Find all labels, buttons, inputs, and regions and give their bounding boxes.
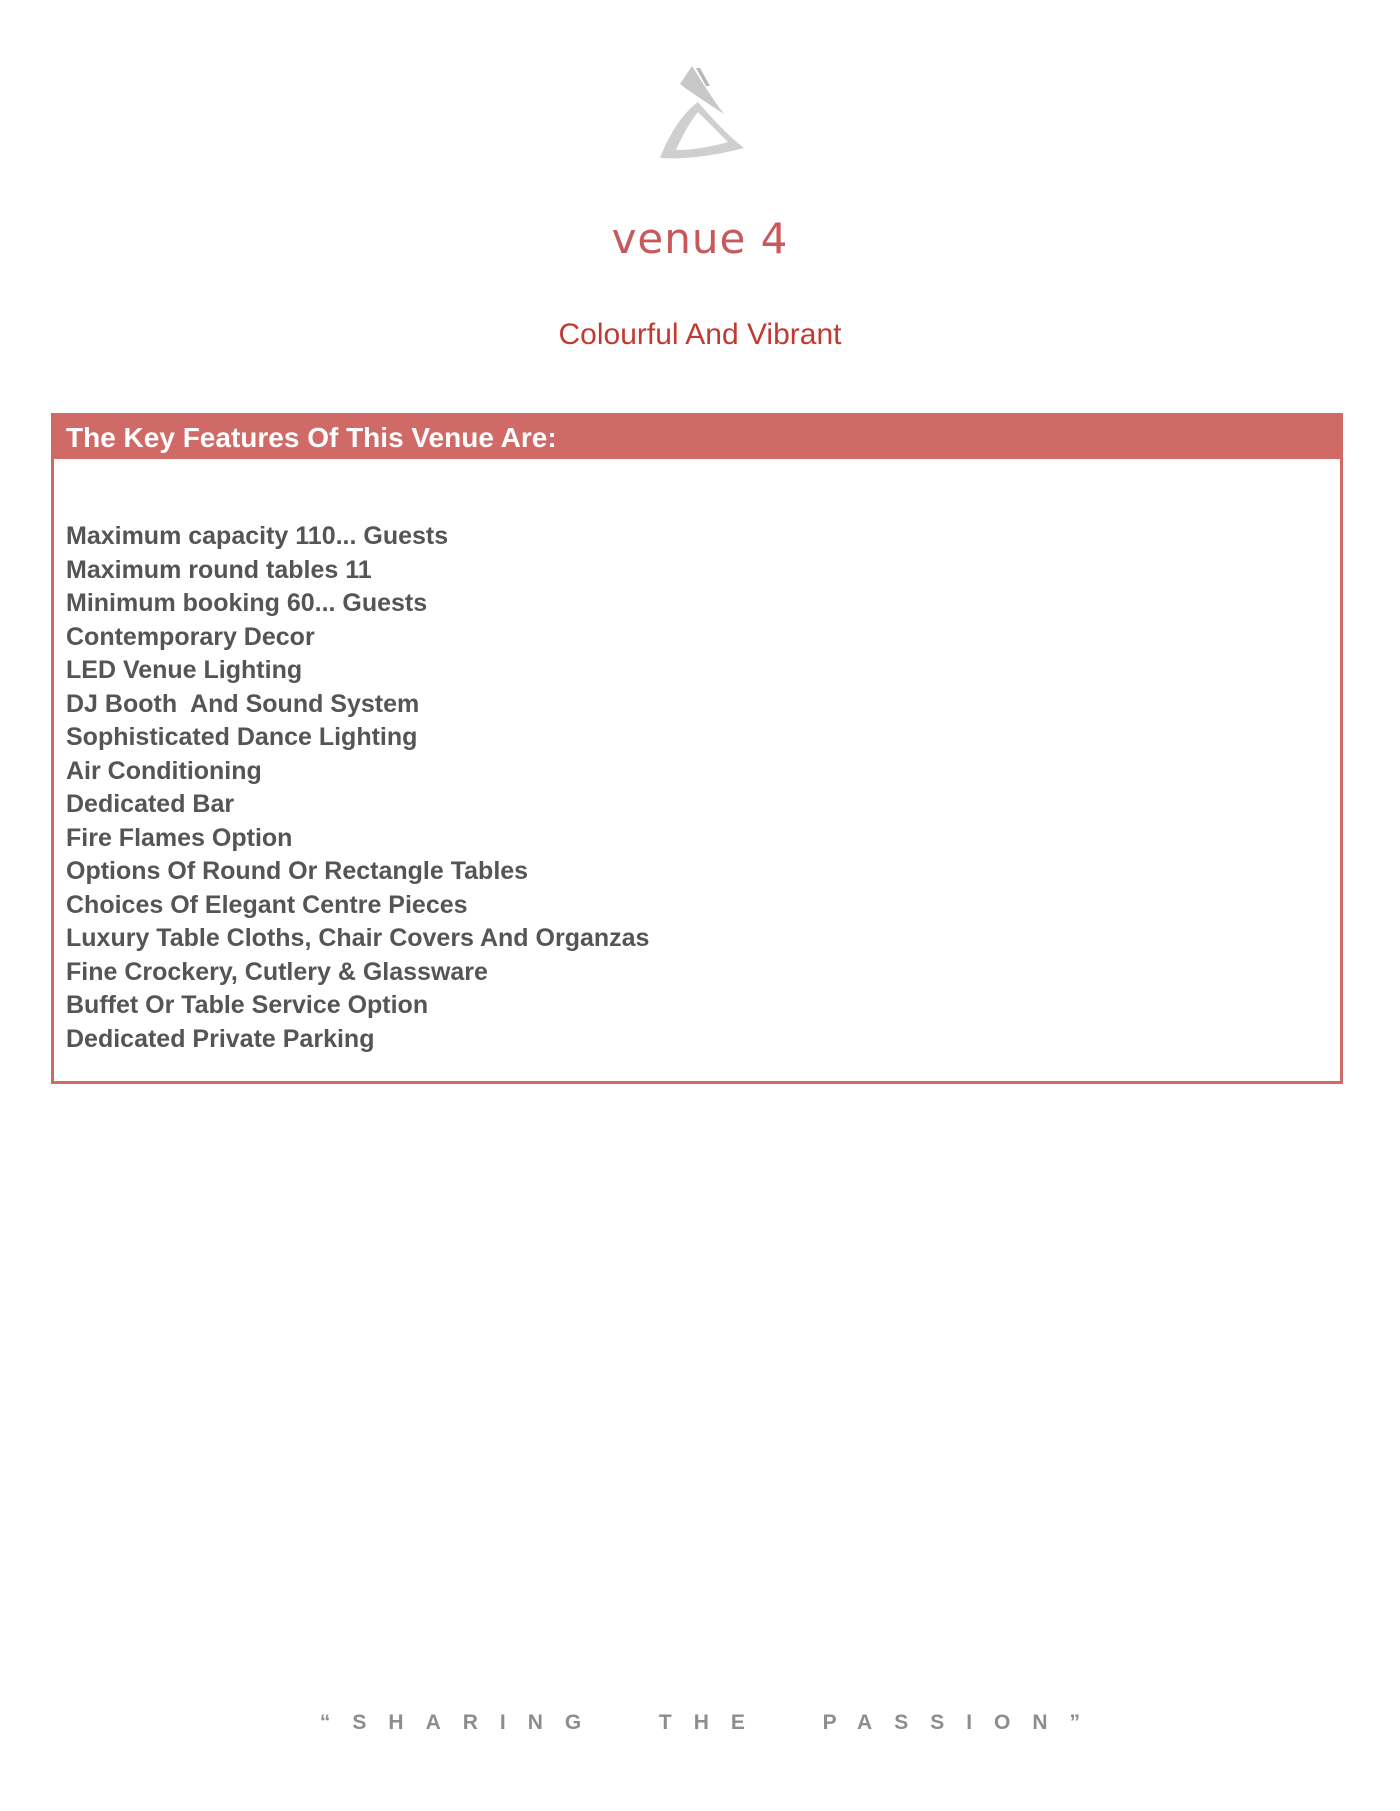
- feature-item: Fine Crockery, Cutlery & Glassware: [66, 957, 488, 986]
- feature-item: Minimum booking 60... Guests: [66, 589, 428, 617]
- features-heading: The Key Features Of This Venue Are:: [54, 416, 1340, 459]
- venue-subtitle: Colourful And Vibrant: [558, 318, 842, 351]
- features-panel: [51, 413, 1343, 1084]
- footer-tagline: “SHARING THE PASSION”: [319, 1711, 1103, 1734]
- feature-item: Options Of Round Or Rectangle Tables: [66, 857, 529, 885]
- feature-item: Buffet Or Table Service Option: [66, 991, 429, 1019]
- feature-item: DJ Booth And Sound System: [66, 689, 420, 718]
- venue-title: venue 4: [611, 214, 789, 263]
- feature-item: Sophisticated Dance Lighting: [66, 723, 418, 751]
- feature-item: Dedicated Bar: [66, 790, 235, 818]
- feature-item: Fire Flames Option: [66, 823, 293, 852]
- features-list: [66, 520, 649, 1056]
- feature-item: Dedicated Private Parking: [66, 1024, 375, 1053]
- feature-item: Maximum capacity 110... Guests: [66, 522, 449, 550]
- feature-item: Luxury Table Cloths, Chair Covers And Organzas: [66, 924, 650, 952]
- feature-item: Maximum round tables 11: [66, 555, 372, 584]
- feature-item: Choices Of Elegant Centre Pieces: [66, 890, 468, 919]
- logo-icon: [640, 62, 750, 172]
- feature-item: Air Conditioning: [66, 756, 262, 785]
- feature-item: LED Venue Lighting: [66, 656, 303, 684]
- feature-item: Contemporary Decor: [66, 622, 315, 651]
